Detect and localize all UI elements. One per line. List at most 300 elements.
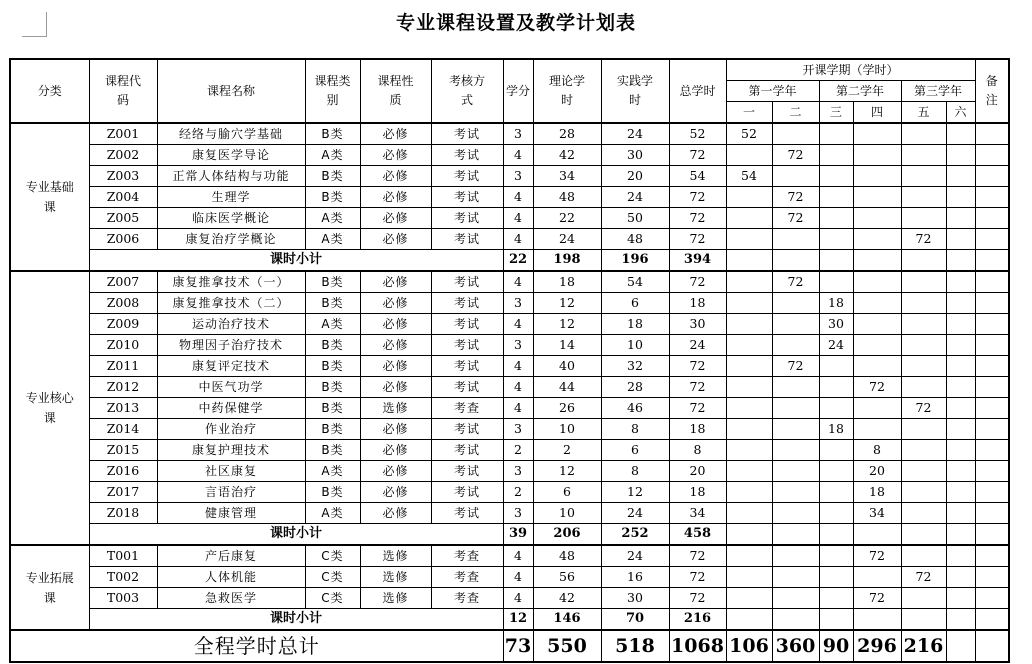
remark-cell bbox=[975, 314, 1009, 335]
course-name: 物理因子治疗技术 bbox=[157, 335, 305, 356]
course-total-hours: 34 bbox=[669, 503, 726, 524]
course-exam: 考试 bbox=[431, 440, 503, 461]
course-practice-hours: 46 bbox=[601, 398, 669, 419]
subtotal-term-3 bbox=[819, 524, 853, 546]
subtotal-remark bbox=[975, 250, 1009, 272]
term-1-hours bbox=[726, 567, 772, 588]
subtotal-theory: 198 bbox=[533, 250, 601, 272]
grand-total-term-6 bbox=[946, 630, 975, 662]
term-3-hours bbox=[819, 208, 853, 229]
remark-cell bbox=[975, 567, 1009, 588]
course-total-hours: 20 bbox=[669, 461, 726, 482]
table-row bbox=[10, 166, 1009, 187]
course-practice-hours: 8 bbox=[601, 419, 669, 440]
term-2-hours bbox=[772, 166, 819, 187]
course-theory-hours: 12 bbox=[533, 293, 601, 314]
term-5-hours bbox=[901, 588, 946, 609]
table-row bbox=[10, 271, 1009, 293]
course-credit: 3 bbox=[503, 461, 533, 482]
subtotal-term-2 bbox=[772, 524, 819, 546]
course-total-hours: 8 bbox=[669, 440, 726, 461]
term-6-hours bbox=[946, 356, 975, 377]
term-4-hours: 72 bbox=[853, 588, 901, 609]
subtotal-term-2 bbox=[772, 609, 819, 631]
course-name: 康复护理技术 bbox=[157, 440, 305, 461]
table-row bbox=[10, 293, 1009, 314]
course-code: Z008 bbox=[89, 293, 157, 314]
table-row bbox=[10, 123, 1009, 145]
term-6-hours bbox=[946, 398, 975, 419]
term-5-hours bbox=[901, 419, 946, 440]
course-type: A类 bbox=[305, 229, 360, 250]
term-3-hours bbox=[819, 440, 853, 461]
course-nature: 必修 bbox=[360, 419, 431, 440]
grand-total-term-4: 296 bbox=[853, 630, 901, 662]
course-exam: 考试 bbox=[431, 377, 503, 398]
grand-total-term-3: 90 bbox=[819, 630, 853, 662]
term-6-hours bbox=[946, 335, 975, 356]
term-4-hours bbox=[853, 145, 901, 166]
course-nature: 必修 bbox=[360, 187, 431, 208]
course-exam: 考查 bbox=[431, 567, 503, 588]
term-4-hours bbox=[853, 123, 901, 145]
course-code: Z002 bbox=[89, 145, 157, 166]
course-nature: 必修 bbox=[360, 271, 431, 293]
header-total: 总学时 bbox=[669, 59, 726, 123]
term-5-hours bbox=[901, 377, 946, 398]
course-type: C类 bbox=[305, 545, 360, 567]
course-theory-hours: 12 bbox=[533, 461, 601, 482]
course-type: B类 bbox=[305, 187, 360, 208]
term-3-hours: 24 bbox=[819, 335, 853, 356]
term-5-hours bbox=[901, 545, 946, 567]
table-row bbox=[10, 461, 1009, 482]
course-type: C类 bbox=[305, 588, 360, 609]
term-2-hours bbox=[772, 482, 819, 503]
grand-total-credit: 73 bbox=[503, 630, 533, 662]
course-name: 正常人体结构与功能 bbox=[157, 166, 305, 187]
header-exam: 考核方式 bbox=[431, 59, 503, 123]
course-type: B类 bbox=[305, 398, 360, 419]
table-row bbox=[10, 187, 1009, 208]
course-credit: 4 bbox=[503, 377, 533, 398]
course-exam: 考试 bbox=[431, 293, 503, 314]
remark-cell bbox=[975, 503, 1009, 524]
table-row bbox=[10, 377, 1009, 398]
grand-total-term-5: 216 bbox=[901, 630, 946, 662]
course-practice-hours: 32 bbox=[601, 356, 669, 377]
grand-total-label: 全程学时总计 bbox=[10, 630, 503, 662]
course-nature: 必修 bbox=[360, 145, 431, 166]
term-3-hours: 18 bbox=[819, 293, 853, 314]
course-exam: 考试 bbox=[431, 419, 503, 440]
term-2-hours bbox=[772, 461, 819, 482]
course-practice-hours: 24 bbox=[601, 545, 669, 567]
course-exam: 考试 bbox=[431, 314, 503, 335]
page-title: 专业课程设置及教学计划表 bbox=[395, 12, 636, 34]
term-6-hours bbox=[946, 588, 975, 609]
course-practice-hours: 12 bbox=[601, 482, 669, 503]
course-theory-hours: 10 bbox=[533, 503, 601, 524]
term-2-hours bbox=[772, 440, 819, 461]
course-code: Z010 bbox=[89, 335, 157, 356]
course-exam: 考试 bbox=[431, 482, 503, 503]
subtotal-label: 课时小计 bbox=[89, 250, 503, 272]
course-exam: 考试 bbox=[431, 335, 503, 356]
course-total-hours: 72 bbox=[669, 377, 726, 398]
header-practice: 实践学时 bbox=[601, 59, 669, 123]
term-2-hours bbox=[772, 398, 819, 419]
term-3-hours bbox=[819, 123, 853, 145]
course-practice-hours: 6 bbox=[601, 293, 669, 314]
term-5-hours bbox=[901, 314, 946, 335]
term-4-hours: 34 bbox=[853, 503, 901, 524]
term-1-hours bbox=[726, 293, 772, 314]
course-credit: 4 bbox=[503, 208, 533, 229]
header-term-4: 四 bbox=[853, 102, 901, 124]
course-total-hours: 52 bbox=[669, 123, 726, 145]
subtotal-total: 216 bbox=[669, 609, 726, 631]
category-cell: 专业基础课 bbox=[10, 123, 89, 271]
course-exam: 考试 bbox=[431, 123, 503, 145]
course-code: Z005 bbox=[89, 208, 157, 229]
term-2-hours: 72 bbox=[772, 356, 819, 377]
term-6-hours bbox=[946, 271, 975, 293]
course-name: 作业治疗 bbox=[157, 419, 305, 440]
course-exam: 考试 bbox=[431, 356, 503, 377]
subtotal-credit: 39 bbox=[503, 524, 533, 546]
course-name: 康复医学导论 bbox=[157, 145, 305, 166]
course-credit: 4 bbox=[503, 545, 533, 567]
term-4-hours bbox=[853, 208, 901, 229]
course-total-hours: 72 bbox=[669, 229, 726, 250]
remark-cell bbox=[975, 335, 1009, 356]
term-2-hours bbox=[772, 503, 819, 524]
term-1-hours bbox=[726, 419, 772, 440]
remark-cell bbox=[975, 123, 1009, 145]
grand-total-remark bbox=[975, 630, 1009, 662]
term-5-hours bbox=[901, 187, 946, 208]
course-name: 康复推拿技术（二） bbox=[157, 293, 305, 314]
term-4-hours bbox=[853, 187, 901, 208]
term-4-hours bbox=[853, 567, 901, 588]
remark-cell bbox=[975, 440, 1009, 461]
course-credit: 2 bbox=[503, 440, 533, 461]
term-2-hours bbox=[772, 123, 819, 145]
subtotal-term-3 bbox=[819, 250, 853, 272]
term-2-hours bbox=[772, 545, 819, 567]
term-5-hours bbox=[901, 461, 946, 482]
term-3-hours bbox=[819, 567, 853, 588]
header-year-2: 第二学年 bbox=[819, 81, 901, 102]
term-3-hours bbox=[819, 503, 853, 524]
term-1-hours bbox=[726, 356, 772, 377]
subtotal-term-6 bbox=[946, 609, 975, 631]
term-3-hours bbox=[819, 229, 853, 250]
course-type: B类 bbox=[305, 271, 360, 293]
course-practice-hours: 30 bbox=[601, 588, 669, 609]
course-exam: 考试 bbox=[431, 229, 503, 250]
course-nature: 选修 bbox=[360, 588, 431, 609]
course-type: C类 bbox=[305, 567, 360, 588]
term-4-hours bbox=[853, 293, 901, 314]
term-5-hours bbox=[901, 166, 946, 187]
course-exam: 考试 bbox=[431, 271, 503, 293]
term-5-hours bbox=[901, 293, 946, 314]
remark-cell bbox=[975, 208, 1009, 229]
grand-total-practice: 518 bbox=[601, 630, 669, 662]
course-total-hours: 54 bbox=[669, 166, 726, 187]
subtotal-term-4 bbox=[853, 524, 901, 546]
course-name: 言语治疗 bbox=[157, 482, 305, 503]
course-nature: 必修 bbox=[360, 335, 431, 356]
term-6-hours bbox=[946, 461, 975, 482]
course-type: B类 bbox=[305, 293, 360, 314]
table-row bbox=[10, 145, 1009, 166]
term-6-hours bbox=[946, 482, 975, 503]
header-year-1: 第一学年 bbox=[726, 81, 819, 102]
remark-cell bbox=[975, 187, 1009, 208]
course-type: B类 bbox=[305, 377, 360, 398]
course-type: B类 bbox=[305, 482, 360, 503]
term-5-hours: 72 bbox=[901, 229, 946, 250]
subtotal-theory: 206 bbox=[533, 524, 601, 546]
term-6-hours bbox=[946, 293, 975, 314]
header-credit: 学分 bbox=[503, 59, 533, 123]
course-credit: 3 bbox=[503, 419, 533, 440]
course-nature: 选修 bbox=[360, 545, 431, 567]
term-6-hours bbox=[946, 166, 975, 187]
course-code: Z017 bbox=[89, 482, 157, 503]
course-exam: 考试 bbox=[431, 145, 503, 166]
course-total-hours: 72 bbox=[669, 271, 726, 293]
subtotal-theory: 146 bbox=[533, 609, 601, 631]
term-3-hours bbox=[819, 461, 853, 482]
course-nature: 必修 bbox=[360, 314, 431, 335]
term-6-hours bbox=[946, 440, 975, 461]
table-row bbox=[10, 335, 1009, 356]
course-credit: 3 bbox=[503, 503, 533, 524]
course-practice-hours: 30 bbox=[601, 145, 669, 166]
subtotal-term-2 bbox=[772, 250, 819, 272]
header-term-1: 一 bbox=[726, 102, 772, 124]
term-6-hours bbox=[946, 377, 975, 398]
course-theory-hours: 42 bbox=[533, 588, 601, 609]
header-theory: 理论学时 bbox=[533, 59, 601, 123]
course-name: 临床医学概论 bbox=[157, 208, 305, 229]
course-theory-hours: 2 bbox=[533, 440, 601, 461]
remark-cell bbox=[975, 166, 1009, 187]
term-1-hours bbox=[726, 271, 772, 293]
course-type: B类 bbox=[305, 356, 360, 377]
term-4-hours: 8 bbox=[853, 440, 901, 461]
term-4-hours bbox=[853, 229, 901, 250]
course-total-hours: 72 bbox=[669, 567, 726, 588]
subtotal-practice: 252 bbox=[601, 524, 669, 546]
course-nature: 必修 bbox=[360, 123, 431, 145]
term-1-hours bbox=[726, 208, 772, 229]
subtotal-term-3 bbox=[819, 609, 853, 631]
table-row bbox=[10, 419, 1009, 440]
term-1-hours bbox=[726, 187, 772, 208]
term-4-hours: 72 bbox=[853, 377, 901, 398]
course-code: Z012 bbox=[89, 377, 157, 398]
remark-cell bbox=[975, 588, 1009, 609]
term-1-hours bbox=[726, 145, 772, 166]
grand-total-hours: 1068 bbox=[669, 630, 726, 662]
course-theory-hours: 42 bbox=[533, 145, 601, 166]
curriculum-table bbox=[9, 58, 1010, 663]
table-row bbox=[10, 208, 1009, 229]
course-name: 产后康复 bbox=[157, 545, 305, 567]
course-type: B类 bbox=[305, 335, 360, 356]
course-theory-hours: 26 bbox=[533, 398, 601, 419]
category-cell: 专业拓展课 bbox=[10, 545, 89, 630]
course-practice-hours: 10 bbox=[601, 335, 669, 356]
table-row bbox=[10, 503, 1009, 524]
course-nature: 必修 bbox=[360, 461, 431, 482]
course-theory-hours: 44 bbox=[533, 377, 601, 398]
course-theory-hours: 6 bbox=[533, 482, 601, 503]
term-2-hours: 72 bbox=[772, 145, 819, 166]
course-exam: 考试 bbox=[431, 208, 503, 229]
course-total-hours: 72 bbox=[669, 588, 726, 609]
course-theory-hours: 10 bbox=[533, 419, 601, 440]
term-1-hours bbox=[726, 314, 772, 335]
course-theory-hours: 40 bbox=[533, 356, 601, 377]
term-2-hours bbox=[772, 567, 819, 588]
term-6-hours bbox=[946, 187, 975, 208]
course-total-hours: 18 bbox=[669, 482, 726, 503]
term-1-hours bbox=[726, 545, 772, 567]
table-row bbox=[10, 356, 1009, 377]
term-4-hours bbox=[853, 166, 901, 187]
course-credit: 3 bbox=[503, 293, 533, 314]
term-6-hours bbox=[946, 314, 975, 335]
course-total-hours: 72 bbox=[669, 398, 726, 419]
term-3-hours bbox=[819, 145, 853, 166]
course-code: Z013 bbox=[89, 398, 157, 419]
course-code: Z015 bbox=[89, 440, 157, 461]
term-6-hours bbox=[946, 503, 975, 524]
term-3-hours bbox=[819, 166, 853, 187]
course-name: 康复治疗学概论 bbox=[157, 229, 305, 250]
term-3-hours bbox=[819, 377, 853, 398]
course-type: B类 bbox=[305, 419, 360, 440]
course-practice-hours: 20 bbox=[601, 166, 669, 187]
term-4-hours bbox=[853, 314, 901, 335]
term-4-hours bbox=[853, 398, 901, 419]
remark-cell bbox=[975, 419, 1009, 440]
course-theory-hours: 22 bbox=[533, 208, 601, 229]
term-5-hours bbox=[901, 503, 946, 524]
course-nature: 必修 bbox=[360, 356, 431, 377]
remark-cell bbox=[975, 398, 1009, 419]
term-5-hours bbox=[901, 440, 946, 461]
term-5-hours bbox=[901, 482, 946, 503]
table-row bbox=[10, 398, 1009, 419]
grand-total-term-2: 360 bbox=[772, 630, 819, 662]
table-row bbox=[10, 440, 1009, 461]
term-4-hours bbox=[853, 356, 901, 377]
course-total-hours: 18 bbox=[669, 293, 726, 314]
course-theory-hours: 14 bbox=[533, 335, 601, 356]
term-3-hours bbox=[819, 398, 853, 419]
term-2-hours bbox=[772, 419, 819, 440]
course-credit: 4 bbox=[503, 187, 533, 208]
course-exam: 考试 bbox=[431, 461, 503, 482]
term-2-hours bbox=[772, 293, 819, 314]
grand-total-theory: 550 bbox=[533, 630, 601, 662]
course-nature: 必修 bbox=[360, 377, 431, 398]
course-theory-hours: 18 bbox=[533, 271, 601, 293]
term-6-hours bbox=[946, 419, 975, 440]
course-name: 生理学 bbox=[157, 187, 305, 208]
term-2-hours bbox=[772, 588, 819, 609]
term-1-hours bbox=[726, 588, 772, 609]
course-code: Z001 bbox=[89, 123, 157, 145]
course-practice-hours: 24 bbox=[601, 503, 669, 524]
term-6-hours bbox=[946, 545, 975, 567]
term-1-hours bbox=[726, 229, 772, 250]
subtotal-row bbox=[10, 609, 1009, 631]
remark-cell bbox=[975, 145, 1009, 166]
term-4-hours: 18 bbox=[853, 482, 901, 503]
term-1-hours bbox=[726, 482, 772, 503]
course-total-hours: 72 bbox=[669, 208, 726, 229]
course-type: A类 bbox=[305, 503, 360, 524]
term-3-hours bbox=[819, 356, 853, 377]
course-practice-hours: 24 bbox=[601, 187, 669, 208]
course-nature: 选修 bbox=[360, 567, 431, 588]
header-term-2: 二 bbox=[772, 102, 819, 124]
course-code: T003 bbox=[89, 588, 157, 609]
course-name: 健康管理 bbox=[157, 503, 305, 524]
subtotal-term-1 bbox=[726, 524, 772, 546]
course-total-hours: 72 bbox=[669, 145, 726, 166]
course-credit: 2 bbox=[503, 482, 533, 503]
remark-cell bbox=[975, 271, 1009, 293]
course-name: 社区康复 bbox=[157, 461, 305, 482]
header-semesters: 开课学期（学时） bbox=[726, 59, 975, 81]
subtotal-term-5 bbox=[901, 524, 946, 546]
header-term-5: 五 bbox=[901, 102, 946, 124]
remark-cell bbox=[975, 482, 1009, 503]
course-total-hours: 30 bbox=[669, 314, 726, 335]
course-theory-hours: 28 bbox=[533, 123, 601, 145]
course-nature: 必修 bbox=[360, 440, 431, 461]
term-2-hours bbox=[772, 229, 819, 250]
term-2-hours: 72 bbox=[772, 208, 819, 229]
term-4-hours bbox=[853, 419, 901, 440]
term-3-hours bbox=[819, 545, 853, 567]
course-nature: 必修 bbox=[360, 503, 431, 524]
course-total-hours: 24 bbox=[669, 335, 726, 356]
course-code: Z004 bbox=[89, 187, 157, 208]
term-2-hours bbox=[772, 335, 819, 356]
course-type: B类 bbox=[305, 166, 360, 187]
subtotal-row bbox=[10, 524, 1009, 546]
term-4-hours bbox=[853, 271, 901, 293]
course-exam: 考查 bbox=[431, 588, 503, 609]
course-code: T002 bbox=[89, 567, 157, 588]
remark-cell bbox=[975, 229, 1009, 250]
table-row bbox=[10, 482, 1009, 503]
term-6-hours bbox=[946, 145, 975, 166]
course-exam: 考试 bbox=[431, 187, 503, 208]
term-6-hours bbox=[946, 229, 975, 250]
course-code: Z011 bbox=[89, 356, 157, 377]
